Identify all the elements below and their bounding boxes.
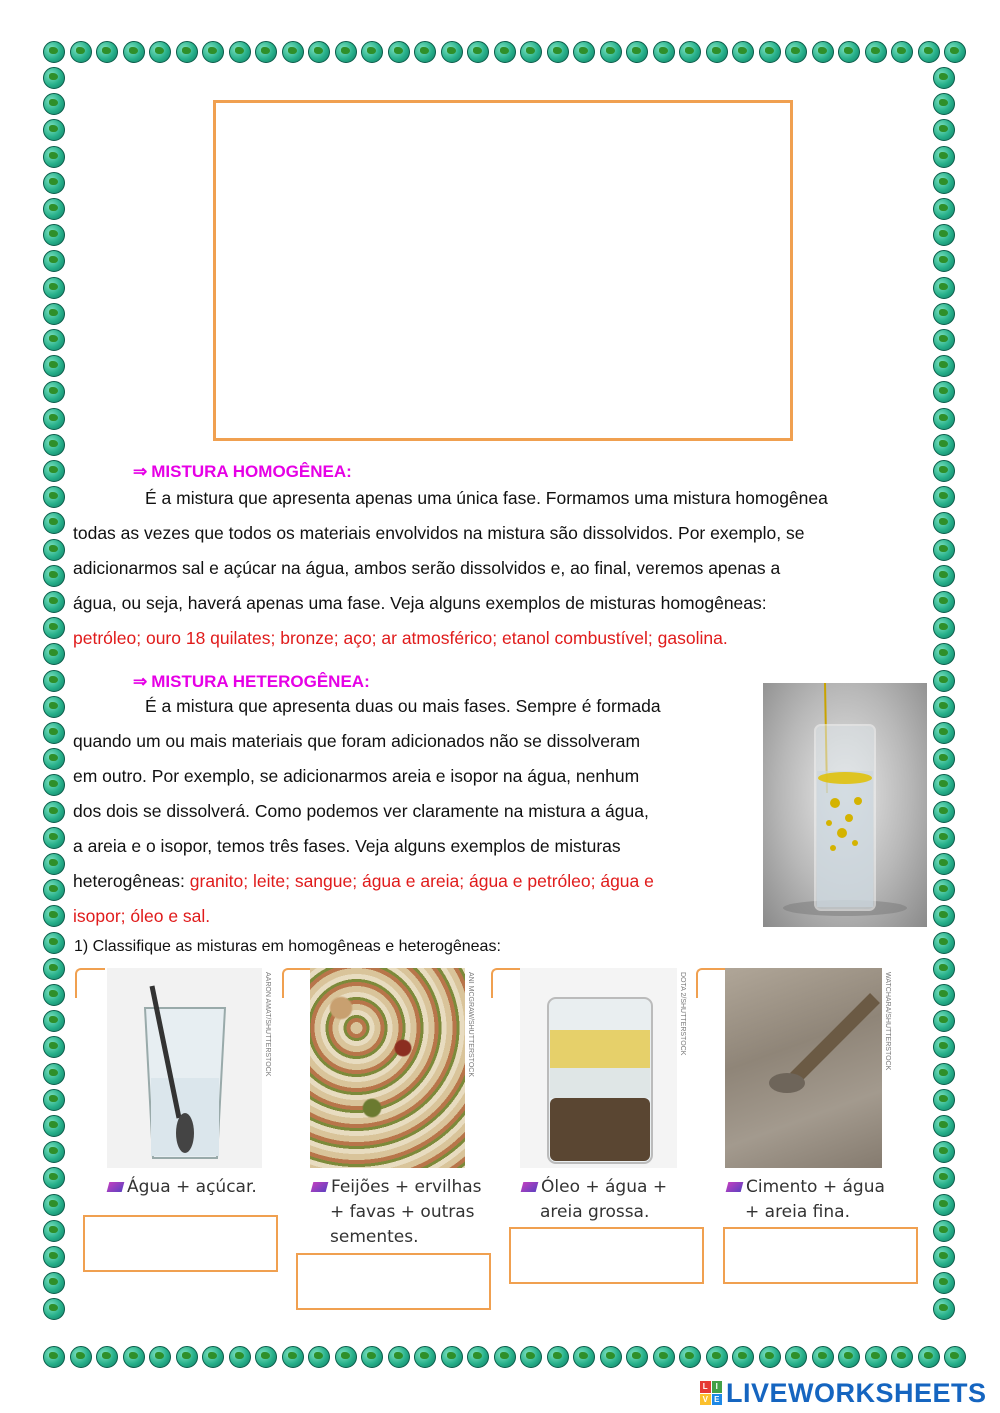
globe-icon xyxy=(653,41,675,63)
globe-icon xyxy=(933,670,955,692)
globe-icon xyxy=(441,1346,463,1368)
globe-icon xyxy=(933,984,955,1006)
question-1: 1) Classifique as misturas em homogêneas e heterogêneas: xyxy=(74,938,501,955)
globe-icon xyxy=(43,591,65,613)
globe-icon xyxy=(43,381,65,403)
globe-icon xyxy=(933,172,955,194)
globe-icon xyxy=(626,1346,648,1368)
globe-icon xyxy=(865,41,887,63)
globe-icon xyxy=(785,1346,807,1368)
globe-icon xyxy=(43,565,65,587)
photo-credit: DOTA 2/SHUTTERSTOCK xyxy=(679,972,686,1056)
globe-icon xyxy=(933,1194,955,1216)
globe-icon xyxy=(865,1346,887,1368)
paragraph-line: dos dois se dissolverá. Como podemos ver claramente na mistura a água, xyxy=(73,801,649,821)
globe-icon xyxy=(43,250,65,272)
paragraph-line: em outro. Por exemplo, se adicionarmos areia e isopor na água, nenhum xyxy=(73,766,640,786)
caption-line: + areia fina. xyxy=(745,1202,850,1222)
globe-icon xyxy=(43,827,65,849)
oil-water-glass-photo xyxy=(763,683,927,927)
paragraph-line: adicionarmos sal e açúcar na água, ambos serão dissolvidos e, ao final, veremos apenas a xyxy=(73,558,781,578)
globe-icon xyxy=(520,41,542,63)
globe-icon xyxy=(933,1246,955,1268)
globe-icon xyxy=(933,119,955,141)
globe-icon xyxy=(933,93,955,115)
globe-icon xyxy=(933,1063,955,1085)
globe-icon xyxy=(123,41,145,63)
globe-icon xyxy=(361,1346,383,1368)
globe-icon xyxy=(933,250,955,272)
globe-icon xyxy=(43,801,65,823)
globe-icon xyxy=(933,696,955,718)
globe-icon xyxy=(600,41,622,63)
caption-line: Óleo + água + xyxy=(541,1177,668,1197)
globe-icon xyxy=(43,460,65,482)
globe-icon xyxy=(43,198,65,220)
cement-photo xyxy=(725,968,882,1168)
globe-icon xyxy=(933,1298,955,1320)
globe-icon xyxy=(43,853,65,875)
frame-tab xyxy=(75,968,105,998)
globe-icon xyxy=(653,1346,675,1368)
globe-icon xyxy=(918,1346,940,1368)
globe-icon xyxy=(70,1346,92,1368)
globe-icon xyxy=(573,1346,595,1368)
logo-mark-icon: L I V E xyxy=(700,1381,722,1405)
globe-icon xyxy=(838,41,860,63)
globe-icon xyxy=(43,905,65,927)
globe-icon xyxy=(467,1346,489,1368)
globe-icon xyxy=(43,119,65,141)
globe-icon xyxy=(43,408,65,430)
beans-photo xyxy=(310,968,465,1168)
globe-icon xyxy=(918,41,940,63)
globe-icon xyxy=(96,41,118,63)
globe-icon xyxy=(933,827,955,849)
globe-icon xyxy=(933,460,955,482)
globe-icon xyxy=(414,41,436,63)
globe-icon xyxy=(43,1141,65,1163)
globe-icon xyxy=(933,198,955,220)
globe-icon xyxy=(43,355,65,377)
globe-icon xyxy=(388,1346,410,1368)
caption-line: + favas + outras xyxy=(330,1202,475,1222)
globe-icon xyxy=(308,1346,330,1368)
paragraph-line: quando um ou mais materiais que foram adicionados não se dissolveram xyxy=(73,731,641,751)
glass-illustration xyxy=(763,683,927,927)
globe-icon xyxy=(282,41,304,63)
globe-icon xyxy=(933,748,955,770)
globe-icon xyxy=(43,879,65,901)
globe-icon xyxy=(43,172,65,194)
globe-icon xyxy=(96,1346,118,1368)
globe-icon xyxy=(785,41,807,63)
globe-icon xyxy=(43,1115,65,1137)
globe-icon xyxy=(43,486,65,508)
globe-icon xyxy=(467,41,489,63)
globe-icon xyxy=(43,93,65,115)
bullet-icon xyxy=(726,1182,744,1192)
globe-icon xyxy=(43,1346,65,1368)
globe-icon xyxy=(43,434,65,456)
globe-icon xyxy=(933,774,955,796)
answer-box-3[interactable] xyxy=(509,1227,704,1284)
globe-icon xyxy=(547,1346,569,1368)
globe-icon xyxy=(123,1346,145,1368)
globe-icon xyxy=(43,41,65,63)
paragraph-line: todas as vezes que todos os materiais envolvidos na mistura são dissolvidos. Por exemplo, se xyxy=(73,523,805,543)
globe-icon xyxy=(933,1272,955,1294)
glass-spoon-illustration xyxy=(107,968,262,1168)
caption-line: Cimento + água xyxy=(746,1177,885,1197)
globe-icon xyxy=(70,41,92,63)
photo-credit: AARON AMAT/SHUTTERSTOCK xyxy=(264,972,271,1077)
globe-icon xyxy=(759,1346,781,1368)
globe-icon xyxy=(933,958,955,980)
globe-icon xyxy=(255,41,277,63)
answer-box-4[interactable] xyxy=(723,1227,918,1284)
globe-icon xyxy=(933,801,955,823)
homogenea-paragraph xyxy=(73,481,943,656)
globe-icon xyxy=(933,408,955,430)
paragraph-line: É a mistura que apresenta duas ou mais fases. Sempre é formada xyxy=(145,696,661,716)
globe-icon xyxy=(933,381,955,403)
globe-icon xyxy=(43,329,65,351)
globe-icon xyxy=(812,41,834,63)
globe-icon xyxy=(335,41,357,63)
globe-icon xyxy=(43,67,65,89)
globe-icon xyxy=(43,748,65,770)
globe-icon xyxy=(43,958,65,980)
heading-text: MISTURA HETEROGÊNEA: xyxy=(151,672,370,691)
item-caption xyxy=(727,1175,885,1225)
globe-icon xyxy=(933,1115,955,1137)
globe-icon xyxy=(933,1036,955,1058)
globe-icon xyxy=(414,1346,436,1368)
globe-icon xyxy=(933,1089,955,1111)
globe-icon xyxy=(812,1346,834,1368)
globe-icon xyxy=(933,932,955,954)
paragraph-line: água, ou seja, haverá apenas uma fase. Veja alguns exemplos de misturas homogêneas: xyxy=(73,593,767,613)
caption-line: sementes. xyxy=(330,1227,419,1247)
globe-icon xyxy=(933,434,955,456)
globe-icon xyxy=(43,1272,65,1294)
globe-icon xyxy=(43,1167,65,1189)
globe-icon xyxy=(43,512,65,534)
prefix-text: heterogêneas: xyxy=(73,871,190,891)
globe-icon xyxy=(626,41,648,63)
globe-icon xyxy=(933,277,955,299)
globe-icon xyxy=(43,1220,65,1242)
frame-tab xyxy=(696,968,726,998)
globe-icon xyxy=(43,303,65,325)
globe-icon xyxy=(732,41,754,63)
liveworksheets-logo[interactable] xyxy=(700,1378,987,1408)
examples-heterogenea: granito; leite; sangue; água e areia; água e petróleo; água e xyxy=(189,871,654,891)
globe-icon xyxy=(933,1220,955,1242)
arrow-right-icon: ⇒ xyxy=(133,462,148,481)
globe-icon xyxy=(229,1346,251,1368)
globe-icon xyxy=(43,539,65,561)
globe-icon xyxy=(202,41,224,63)
globe-icon xyxy=(255,1346,277,1368)
globe-icon xyxy=(933,722,955,744)
globe-icon xyxy=(891,1346,913,1368)
logo-text: LIVEWORKSHEETS xyxy=(726,1377,987,1408)
globe-icon xyxy=(43,696,65,718)
globe-icon xyxy=(706,41,728,63)
globe-icon xyxy=(43,146,65,168)
globe-icon xyxy=(933,67,955,89)
globe-icon xyxy=(520,1346,542,1368)
globe-icon xyxy=(933,224,955,246)
globe-icon xyxy=(43,984,65,1006)
globe-icon xyxy=(43,643,65,665)
globe-icon xyxy=(547,41,569,63)
globe-icon xyxy=(43,617,65,639)
globe-icon xyxy=(43,1010,65,1032)
globe-icon xyxy=(706,1346,728,1368)
water-sugar-photo xyxy=(107,968,262,1168)
paragraph-line xyxy=(73,864,763,899)
globe-icon xyxy=(494,1346,516,1368)
globe-icon xyxy=(43,224,65,246)
globe-icon xyxy=(43,1089,65,1111)
bullet-icon xyxy=(311,1182,329,1192)
globe-icon xyxy=(43,1063,65,1085)
drawing-answer-box[interactable] xyxy=(213,100,793,441)
globe-icon xyxy=(229,41,251,63)
caption-line: Água + açúcar. xyxy=(127,1177,257,1197)
globe-icon xyxy=(202,1346,224,1368)
globe-icon xyxy=(944,1346,966,1368)
globe-icon xyxy=(732,1346,754,1368)
bullet-icon xyxy=(107,1182,125,1192)
globe-icon xyxy=(388,41,410,63)
globe-icon xyxy=(282,1346,304,1368)
globe-icon xyxy=(43,1298,65,1320)
globe-icon xyxy=(933,1010,955,1032)
globe-icon xyxy=(149,41,171,63)
globe-icon xyxy=(933,355,955,377)
paragraph-line: a areia e o isopor, temos três fases. Veja alguns exemplos de misturas xyxy=(73,836,621,856)
section-heading-homogenea xyxy=(133,462,352,482)
frame-tab xyxy=(282,968,312,998)
photo-credit: WATCHARA/SHUTTERSTOCK xyxy=(884,972,891,1071)
globe-icon xyxy=(933,905,955,927)
globe-icon xyxy=(573,41,595,63)
paragraph-line: É a mistura que apresenta apenas uma única fase. Formamos uma mistura homogênea xyxy=(145,488,828,508)
globe-icon xyxy=(43,932,65,954)
answer-box-2[interactable] xyxy=(296,1253,491,1310)
frame-tab xyxy=(491,968,521,998)
examples-homogenea: petróleo; ouro 18 quilates; bronze; aço; ar atmosférico; etanol combustível; gasolina. xyxy=(73,628,728,648)
bullet-icon xyxy=(521,1182,539,1192)
item-caption xyxy=(312,1175,482,1250)
globe-icon xyxy=(43,1194,65,1216)
globe-icon xyxy=(43,670,65,692)
arrow-right-icon: ⇒ xyxy=(133,672,148,691)
heterogenea-paragraph xyxy=(73,689,763,934)
globe-icon xyxy=(43,1246,65,1268)
globe-icon xyxy=(933,329,955,351)
globe-icon xyxy=(933,853,955,875)
item-caption xyxy=(522,1175,667,1225)
globe-icon xyxy=(43,277,65,299)
trowel-illustration xyxy=(725,968,882,1168)
globe-icon xyxy=(600,1346,622,1368)
globe-icon xyxy=(43,1036,65,1058)
globe-icon xyxy=(933,1167,955,1189)
answer-box-1[interactable] xyxy=(83,1215,278,1272)
oil-water-sand-photo xyxy=(520,968,677,1168)
globe-icon xyxy=(494,41,516,63)
globe-icon xyxy=(441,41,463,63)
globe-icon xyxy=(933,1141,955,1163)
globe-icon xyxy=(176,1346,198,1368)
heading-text: MISTURA HOMOGÊNEA: xyxy=(151,462,352,481)
caption-line: areia grossa. xyxy=(540,1202,650,1222)
globe-icon xyxy=(933,146,955,168)
globe-icon xyxy=(679,1346,701,1368)
globe-icon xyxy=(838,1346,860,1368)
globe-icon xyxy=(891,41,913,63)
globe-icon xyxy=(308,41,330,63)
globe-icon xyxy=(361,41,383,63)
caption-line: Feijões + ervilhas xyxy=(331,1177,482,1197)
beaker-illustration xyxy=(520,968,677,1168)
globe-icon xyxy=(149,1346,171,1368)
globe-icon xyxy=(759,41,781,63)
globe-icon xyxy=(335,1346,357,1368)
examples-heterogenea-cont: isopor; óleo e sal. xyxy=(73,906,211,926)
globe-icon xyxy=(43,774,65,796)
globe-icon xyxy=(933,303,955,325)
globe-icon xyxy=(944,41,966,63)
globe-icon xyxy=(679,41,701,63)
globe-icon xyxy=(43,722,65,744)
globe-icon xyxy=(176,41,198,63)
item-caption xyxy=(108,1175,257,1200)
photo-credit: ANI MCGRAW/SHUTTERSTOCK xyxy=(467,972,474,1078)
globe-icon xyxy=(933,879,955,901)
